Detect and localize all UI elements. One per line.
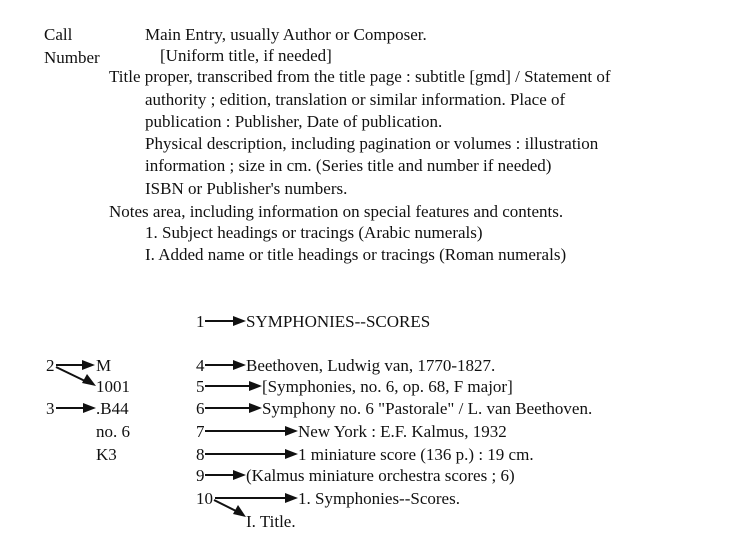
arrow-9	[205, 470, 246, 480]
marker-4: 4	[196, 356, 205, 375]
call-number-publisher: K3	[96, 445, 117, 464]
marker-5: 5	[196, 377, 205, 396]
physical-information-line: information ; size in cm. (Series title and number if needed)	[145, 156, 552, 175]
marker-1: 1	[196, 312, 205, 331]
notes-area-line: Notes area, including information on special features and contents.	[109, 202, 564, 221]
arrow-8	[205, 449, 298, 459]
example-uniform-title: [Symphonies, no. 6, op. 68, F major]	[262, 377, 513, 396]
marker-7: 7	[196, 422, 205, 441]
call-number-subclass: 1001	[96, 377, 130, 396]
isbn-line: ISBN or Publisher's numbers.	[145, 179, 348, 198]
call-number-work: no. 6	[96, 422, 130, 441]
subject-headings-line: 1. Subject headings or tracings (Arabic numerals)	[145, 223, 483, 242]
arrow-1	[205, 316, 246, 326]
marker-6: 6	[196, 399, 205, 418]
arrow-7	[205, 426, 298, 436]
marker-2: 2	[46, 356, 55, 375]
arrow-10-added	[214, 500, 246, 517]
call-number-class: M	[96, 356, 112, 375]
example-publication: New York : E.F. Kalmus, 1932	[298, 422, 507, 441]
main-entry-template: Main Entry, usually Author or Composer.	[145, 25, 427, 44]
title-publication-line: publication : Publisher, Date of publication.	[145, 112, 443, 131]
example-main-entry: Beethoven, Ludwig van, 1770-1827.	[246, 356, 496, 375]
example-tracing-added: I. Title.	[246, 512, 296, 531]
marker-3: 3	[46, 399, 55, 418]
title-proper-line: Title proper, transcribed from the title page : subtitle [gmd] / Statement of	[109, 67, 611, 86]
arrow-3	[56, 403, 96, 413]
added-headings-line: I. Added name or title headings or tracings (Roman numerals)	[145, 245, 567, 264]
arrow-2-m	[56, 360, 95, 370]
example-title-statement: Symphony no. 6 "Pastorale" / L. van Beethoven.	[262, 399, 593, 418]
example-physical: 1 miniature score (136 p.) : 19 cm.	[298, 445, 534, 464]
arrow-4	[205, 360, 246, 370]
uniform-title-template: [Uniform title, if needed]	[160, 46, 332, 65]
marker-9: 9	[196, 466, 205, 485]
marker-10: 10	[196, 489, 213, 508]
example-tracing-subject: 1. Symphonies--Scores.	[298, 489, 460, 508]
title-authority-line: authority ; edition, translation or similar information. Place of	[145, 90, 566, 109]
marker-8: 8	[196, 445, 205, 464]
arrow-10-subject	[215, 493, 298, 503]
arrow-6	[205, 403, 262, 413]
arrow-5	[205, 381, 262, 391]
call-number-cutter: .B44	[96, 399, 129, 418]
call-label: Call	[44, 25, 73, 44]
example-series: (Kalmus miniature orchestra scores ; 6)	[246, 466, 515, 485]
subject-heading-top: SYMPHONIES--SCORES	[246, 312, 431, 331]
arrow-2-1001	[56, 367, 96, 386]
physical-description-line: Physical description, including pagination or volumes : illustration	[145, 134, 599, 153]
number-label: Number	[44, 48, 100, 67]
